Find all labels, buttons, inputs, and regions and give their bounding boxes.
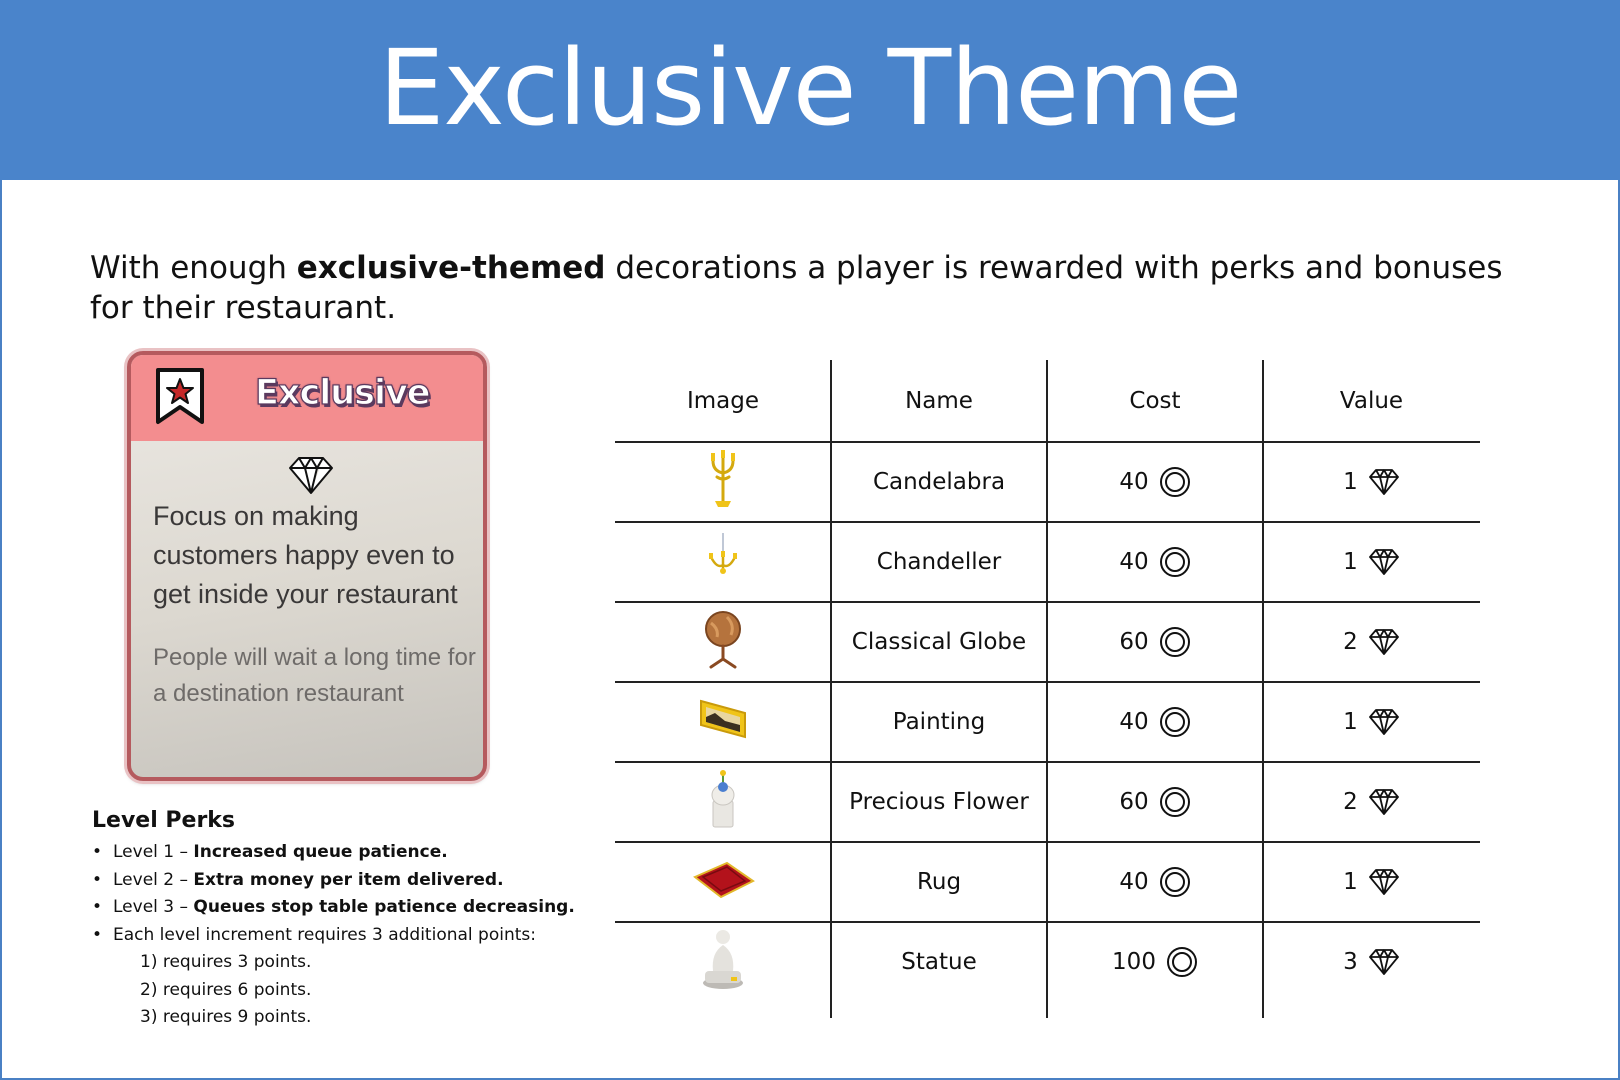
coin-icon xyxy=(1159,866,1191,898)
diamond-icon xyxy=(1368,468,1400,496)
item-name: Classical Globe xyxy=(851,629,1027,655)
coin-icon xyxy=(1159,546,1191,578)
requirement-2: 2) requires 6 points. xyxy=(140,979,312,1000)
item-cost xyxy=(1047,682,1263,762)
coin-icon xyxy=(1159,466,1191,498)
item-value xyxy=(1263,922,1480,1002)
item-image xyxy=(615,922,831,1002)
requirement-1: 1) requires 3 points. xyxy=(140,952,312,972)
perks-heading: Level Perks xyxy=(92,808,236,833)
item-name: Candelabra xyxy=(872,469,1006,495)
card-header xyxy=(131,355,483,441)
item-cost xyxy=(1047,522,1263,602)
perk-level-3 xyxy=(92,894,592,922)
cost-value: 60 xyxy=(1119,789,1149,815)
value-amount: 2 xyxy=(1343,629,1358,655)
header-name: Name xyxy=(905,388,973,414)
column-divider xyxy=(1046,360,1048,1018)
diamond-icon xyxy=(1368,868,1400,896)
row-divider xyxy=(615,841,1480,843)
perk-label: Level 1 – xyxy=(113,842,194,862)
row-divider xyxy=(615,921,1480,923)
value-amount: 1 xyxy=(1343,709,1358,735)
item-value xyxy=(1263,522,1480,602)
perk-level-2 xyxy=(92,867,592,895)
intro-bold: exclusive-themed xyxy=(296,250,606,286)
item-value xyxy=(1263,762,1480,842)
item-image xyxy=(615,682,831,762)
title-banner xyxy=(0,0,1620,180)
card-main-text: Focus on making customers happy even to get inside your restaurant xyxy=(153,501,458,609)
perk-increment-note: • Each level increment requires 3 additional points: xyxy=(92,922,592,950)
cost-value: 40 xyxy=(1119,709,1149,735)
requirement-3: 3) requires 9 points. xyxy=(140,1007,312,1027)
perk-text: Increased queue patience. xyxy=(193,842,448,862)
intro-before: With enough xyxy=(90,250,297,286)
chandelier-icon xyxy=(691,527,755,597)
intro-text xyxy=(90,248,1510,328)
coin-icon xyxy=(1159,706,1191,738)
level-perks xyxy=(92,808,592,1032)
perk-text: Extra money per item delivered. xyxy=(193,869,504,890)
statue-icon xyxy=(691,927,755,997)
item-image xyxy=(615,762,831,842)
value-amount: 1 xyxy=(1343,549,1358,575)
item-name: Rug xyxy=(916,869,962,895)
card-sub-text: People will wait a long time for a destination restaurant xyxy=(153,644,476,707)
intro-after: decorations a player is rewarded with perks and bonuses for their restaurant. xyxy=(90,250,1503,326)
cost-value: 40 xyxy=(1119,869,1149,895)
diamond-icon xyxy=(1368,628,1400,656)
precious-flower-icon xyxy=(691,767,755,837)
page-title: Exclusive Theme xyxy=(378,27,1242,149)
rug-icon xyxy=(691,847,755,917)
diamond-icon xyxy=(1368,788,1400,816)
header-cost: Cost xyxy=(1129,388,1181,414)
diamond-icon xyxy=(1368,548,1400,576)
card-title: Exclusive xyxy=(255,373,430,413)
diamond-icon xyxy=(1368,708,1400,736)
row-divider xyxy=(615,681,1480,683)
row-divider xyxy=(615,761,1480,763)
candelabra-icon xyxy=(691,447,755,517)
bookmark-star-icon xyxy=(155,367,205,425)
item-image xyxy=(615,522,831,602)
item-name: Painting xyxy=(892,709,986,735)
row-divider xyxy=(615,521,1480,523)
item-value xyxy=(1263,682,1480,762)
item-name: Statue xyxy=(901,949,977,975)
classical-globe-icon xyxy=(691,607,755,677)
perks-list xyxy=(92,839,592,949)
value-amount: 2 xyxy=(1343,789,1358,815)
cost-value: 60 xyxy=(1119,629,1149,655)
item-cost xyxy=(1047,602,1263,682)
item-image xyxy=(615,602,831,682)
coin-icon xyxy=(1159,626,1191,658)
item-value xyxy=(1263,602,1480,682)
cost-value: 40 xyxy=(1119,469,1149,495)
item-cost xyxy=(1047,442,1263,522)
value-amount: 1 xyxy=(1343,469,1358,495)
exclusive-theme-card xyxy=(127,351,487,781)
diamond-icon xyxy=(1368,948,1400,976)
header-value: Value xyxy=(1339,388,1404,414)
diamond-icon xyxy=(288,455,334,495)
perk-label: Level 2 – xyxy=(113,869,194,890)
value-amount: 3 xyxy=(1343,949,1358,975)
painting-icon xyxy=(691,687,755,757)
item-cost xyxy=(1047,762,1263,842)
item-name: Chandeller xyxy=(876,549,1002,575)
item-image xyxy=(615,442,831,522)
column-divider xyxy=(1262,360,1264,1018)
perk-text: Queues stop table patience decreasing. xyxy=(193,897,575,917)
cost-value: 40 xyxy=(1119,549,1149,575)
cost-value: 100 xyxy=(1112,949,1156,975)
item-value xyxy=(1263,842,1480,922)
item-name: Precious Flower xyxy=(849,789,1029,815)
header-image: Image xyxy=(686,388,760,414)
item-cost xyxy=(1047,922,1263,1002)
coin-icon xyxy=(1159,786,1191,818)
item-cost xyxy=(1047,842,1263,922)
item-value xyxy=(1263,442,1480,522)
perk-level-1 xyxy=(92,839,592,867)
value-amount: 1 xyxy=(1343,869,1358,895)
row-divider xyxy=(615,441,1480,443)
row-divider xyxy=(615,601,1480,603)
coin-icon xyxy=(1166,946,1198,978)
column-divider xyxy=(830,360,832,1018)
perk-label: Level 3 – xyxy=(113,897,194,917)
item-image xyxy=(615,842,831,922)
decorations-table xyxy=(615,360,1480,1018)
